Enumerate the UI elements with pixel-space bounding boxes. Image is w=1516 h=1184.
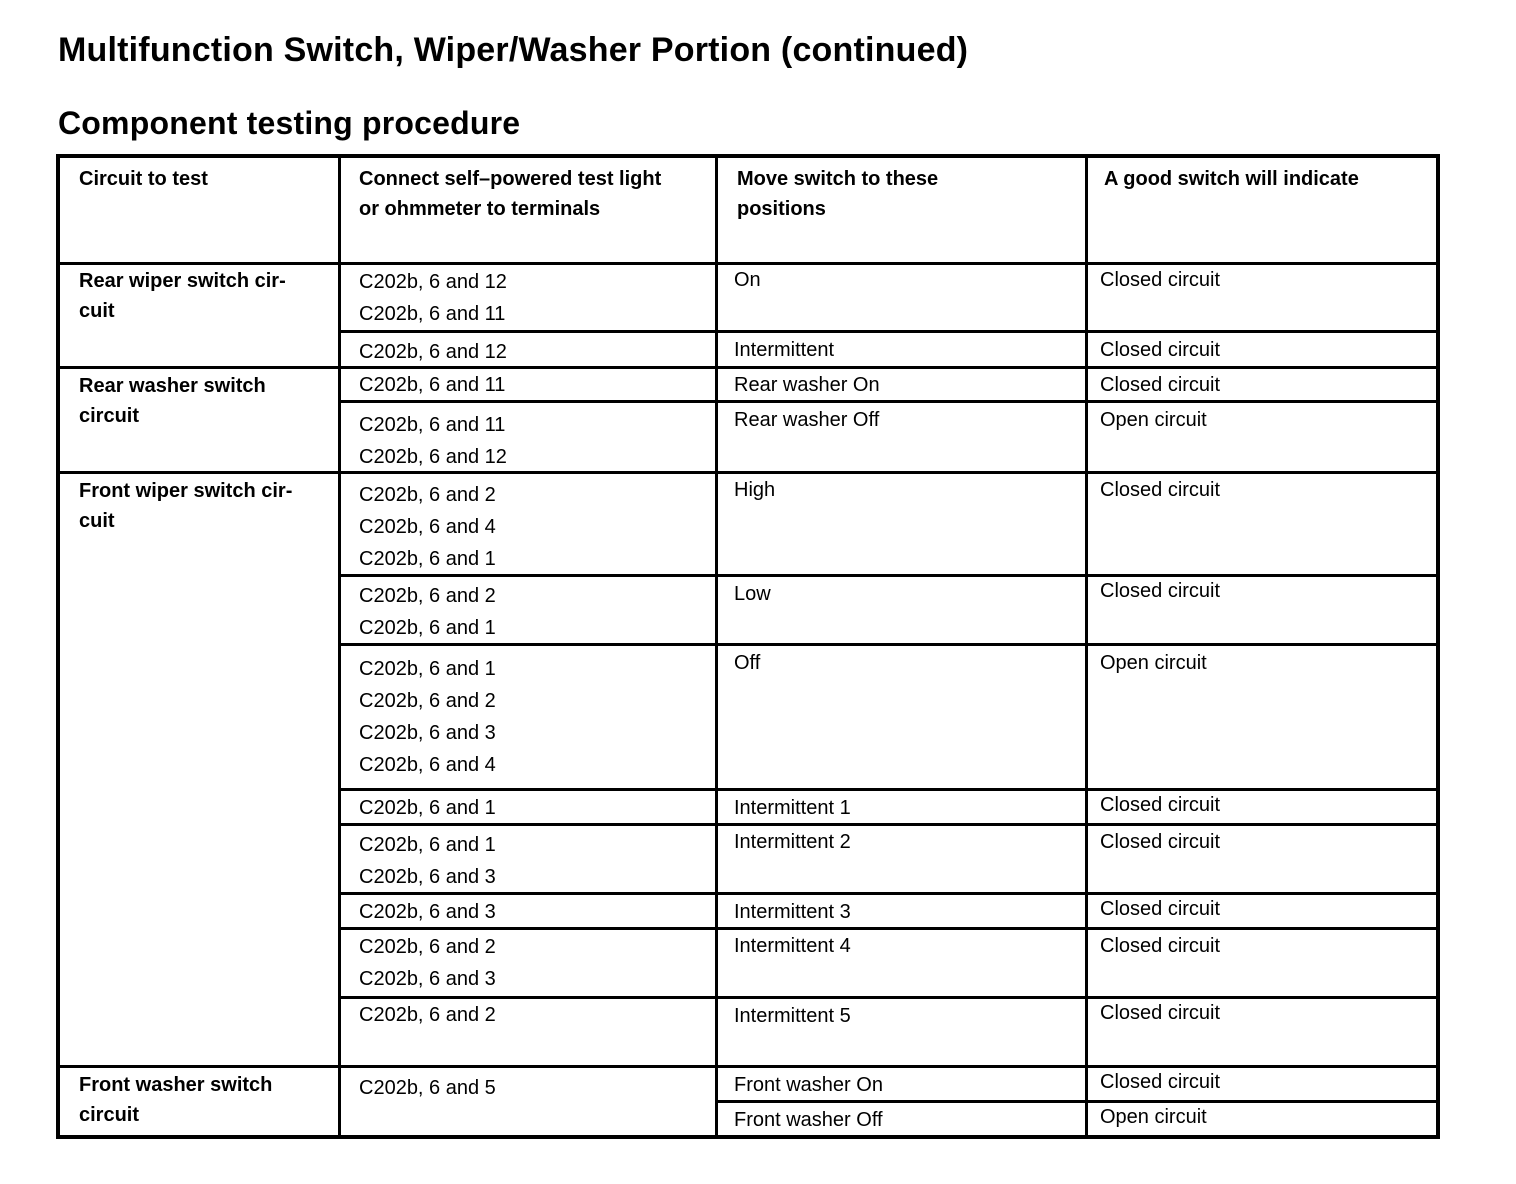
result-cell: Open circuit (1100, 1106, 1207, 1128)
terminals-cell: C202b, 6 and 11 (359, 374, 506, 396)
row-divider (338, 400, 1440, 403)
terminals-cell: C202b, 6 and 3 (359, 901, 496, 923)
row-divider (56, 366, 1440, 369)
result-cell: Closed circuit (1100, 831, 1221, 853)
terminals-cell: C202b, 6 and 2 C202b, 6 and 3 (359, 936, 496, 990)
header-good-switch-indicate: A good switch will indicate (1104, 168, 1359, 190)
terminals-cell: C202b, 6 and 5 (359, 1077, 496, 1099)
position-cell: Intermittent (734, 339, 835, 361)
position-cell: Intermittent 1 (734, 797, 851, 819)
header-circuit-to-test: Circuit to test (79, 168, 208, 190)
column-divider (715, 154, 718, 1139)
component-testing-table (56, 154, 1440, 1139)
row-divider (56, 471, 1440, 474)
position-cell: Rear washer Off (734, 409, 880, 431)
terminals-cell: C202b, 6 and 1 (359, 797, 496, 819)
result-cell: Closed circuit (1100, 1002, 1221, 1024)
section-subtitle: Component testing procedure (58, 105, 521, 141)
position-cell: Front washer Off (734, 1109, 883, 1131)
row-divider (338, 643, 1440, 646)
row-divider (715, 1100, 1440, 1103)
row-divider (338, 788, 1440, 791)
position-cell: Front washer On (734, 1074, 883, 1096)
result-cell: Closed circuit (1100, 374, 1221, 396)
terminals-cell: C202b, 6 and 11 C202b, 6 and 12 (359, 414, 507, 468)
circuit-rear-washer: Rear washer switch circuit (79, 375, 266, 427)
position-cell: High (734, 479, 776, 501)
terminals-cell: C202b, 6 and 12 (359, 341, 507, 363)
circuit-front-washer: Front washer switch circuit (79, 1074, 273, 1126)
column-divider (338, 154, 341, 1139)
position-cell: Intermittent 5 (734, 1005, 851, 1027)
position-cell: Off (734, 652, 761, 674)
result-cell: Closed circuit (1100, 794, 1221, 816)
row-divider (338, 892, 1440, 895)
row-divider (56, 262, 1440, 265)
terminals-cell: C202b, 6 and 2 (359, 1004, 496, 1026)
row-divider (338, 823, 1440, 826)
position-cell: Intermittent 2 (734, 831, 851, 853)
position-cell: Low (734, 583, 771, 605)
terminals-cell: C202b, 6 and 2 C202b, 6 and 1 (359, 585, 496, 639)
row-divider (338, 574, 1440, 577)
circuit-rear-wiper: Rear wiper switch cir- cuit (79, 270, 286, 322)
row-divider (338, 996, 1440, 999)
row-divider (56, 1065, 1440, 1068)
result-cell: Closed circuit (1100, 580, 1221, 602)
terminals-cell: C202b, 6 and 1 C202b, 6 and 3 (359, 834, 496, 888)
position-cell: Rear washer On (734, 374, 880, 396)
header-move-switch: Move switch to these positions (737, 168, 939, 220)
position-cell: On (734, 269, 761, 291)
result-cell: Closed circuit (1100, 1071, 1221, 1093)
result-cell: Closed circuit (1100, 339, 1221, 361)
position-cell: Intermittent 3 (734, 901, 851, 923)
result-cell: Open circuit (1100, 652, 1207, 674)
column-divider (1085, 154, 1088, 1139)
result-cell: Closed circuit (1100, 935, 1221, 957)
position-cell: Intermittent 4 (734, 935, 851, 957)
result-cell: Closed circuit (1100, 269, 1221, 291)
result-cell: Open circuit (1100, 409, 1207, 431)
terminals-cell: C202b, 6 and 1 C202b, 6 and 2 C202b, 6 and 3 C202b, 6 and 4 (359, 658, 496, 776)
row-divider (338, 330, 1440, 333)
terminals-cell: C202b, 6 and 12 C202b, 6 and 11 (359, 271, 507, 325)
circuit-front-wiper: Front wiper switch cir- cuit (79, 480, 293, 532)
result-cell: Closed circuit (1100, 898, 1221, 920)
result-cell: Closed circuit (1100, 479, 1221, 501)
row-divider (338, 927, 1440, 930)
terminals-cell: C202b, 6 and 2 C202b, 6 and 4 C202b, 6 and 1 (359, 484, 496, 570)
page-title: Multifunction Switch, Wiper/Washer Portion (continued) (58, 31, 969, 69)
header-connect-terminals: Connect self–powered test light or ohmmeter to terminals (359, 168, 662, 220)
